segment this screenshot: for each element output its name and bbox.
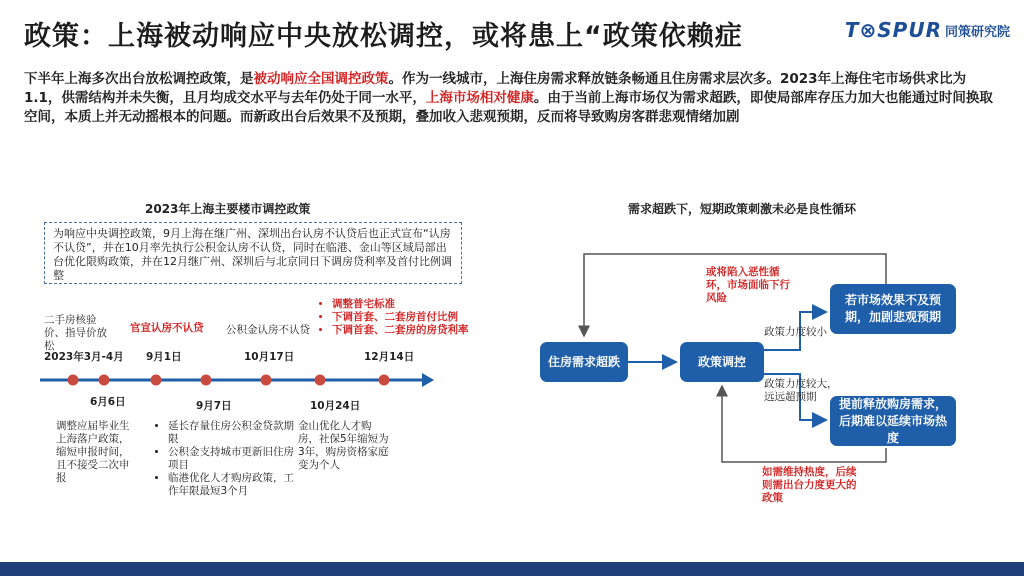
date-oct-24: 10月24日 xyxy=(310,400,361,412)
page-title: 政策：上海被动响应中央放松调控，或将患上“政策依赖症 xyxy=(24,21,743,52)
node-demand-oversold: 住房需求超跌 xyxy=(540,342,628,382)
intro-text-3: 。由于当前上海市场仅为需求超跌，即使局部库存压力加大也能通过时间换取空间，本质上并无动摇根本的问题。而新政出台后效果不及预期，叠加收入悲观预期，反而将导致购房客群悲观情绪加剧 xyxy=(24,90,993,125)
logo-en: T⊗SPUR xyxy=(844,18,942,42)
label-small-policy: 政策力度较小 xyxy=(764,326,827,338)
fund-policy-item: • 临港优化人才购房政策，工作年限最短3个月 xyxy=(168,472,296,498)
intro-text-2: 。作为一线城市，上海住房需求释放链条畅通且住房需求层次多。2023年上海住宅市场供求比为1.1，供需结构并未失衡，且月均成交水平与去年仍处于同一水平， xyxy=(24,71,967,106)
date-mar-apr: 2023年3月-4月 xyxy=(44,351,124,363)
footer-bar xyxy=(0,562,1024,576)
node-pessimism: 若市场效果不及预期，加剧悲观预期 xyxy=(830,284,956,334)
timeline-title: 2023年上海主要楼市调控政策 xyxy=(145,202,311,216)
date-dec-14: 12月14日 xyxy=(364,351,415,363)
date-sep-7: 9月7日 xyxy=(196,400,232,412)
note-jinshan-policy: 金山优化人才购房，社保5年缩短为3年，购房资格家庭变为个人 xyxy=(298,420,389,471)
flow-title: 需求超跌下，短期政策刺激未必是良性循环 xyxy=(628,202,857,216)
warn-vicious-cycle: 或将陷入恶性循环，市场面临下行风险 xyxy=(706,266,790,304)
intro-text-1: 下半年上海多次出台放松调控政策，是 xyxy=(24,71,254,87)
note-graduate-policy: 调整应届毕业生上海落户政策，缩短申报时间，且不接受二次申报 xyxy=(56,420,130,484)
fund-policy-item: • 公积金支持城市更新旧住房项目 xyxy=(168,446,296,472)
red-policy-item: • 下调首套、二套房首付比例 xyxy=(332,311,502,324)
node-release-demand: 提前释放购房需求，后期难以延续市场热度 xyxy=(830,396,956,446)
logo-cn: 同策研究院 xyxy=(944,24,1010,40)
node-policy-control: 政策调控 xyxy=(680,342,764,382)
fund-policy-item: • 延长存量住房公积金贷款期限 xyxy=(168,420,296,446)
note-secondhand-price: 二手房核验价、指导价放松 xyxy=(44,314,107,352)
intro-highlight-2: 上海市场相对健康 xyxy=(425,90,534,106)
note-fund-policy: 公积金认房不认贷 xyxy=(226,324,310,336)
intro-highlight-1: 被动响应全国调控政策 xyxy=(253,71,389,87)
red-policy-item: • 调整普宅标准 xyxy=(332,298,502,311)
note-announce-policy: 官宣认房不认贷 xyxy=(130,322,204,334)
timeline-summary-box: 为响应中央调控政策，9月上海在继广州、深圳出台认房不认贷后也正式宣布“认房不认贷”，并在10月率先执行公积金认房不认贷，同时在临港、金山等区域局部出台优化限购政策，并在12月继广州、深圳后与北京同日下调房贷利率及首付比例调整 xyxy=(44,222,462,284)
label-large-policy: 政策力度较大，远远超预期 xyxy=(764,378,838,403)
red-policy-item: • 下调首套、二套房的房贷利率 xyxy=(332,324,502,337)
warn-need-stronger-policy: 如需维持热度，后续则需出台力度更大的政策 xyxy=(762,466,857,504)
date-oct-17: 10月17日 xyxy=(244,351,295,363)
date-sep-1: 9月1日 xyxy=(146,351,182,363)
date-jun-6: 6月6日 xyxy=(90,396,126,408)
